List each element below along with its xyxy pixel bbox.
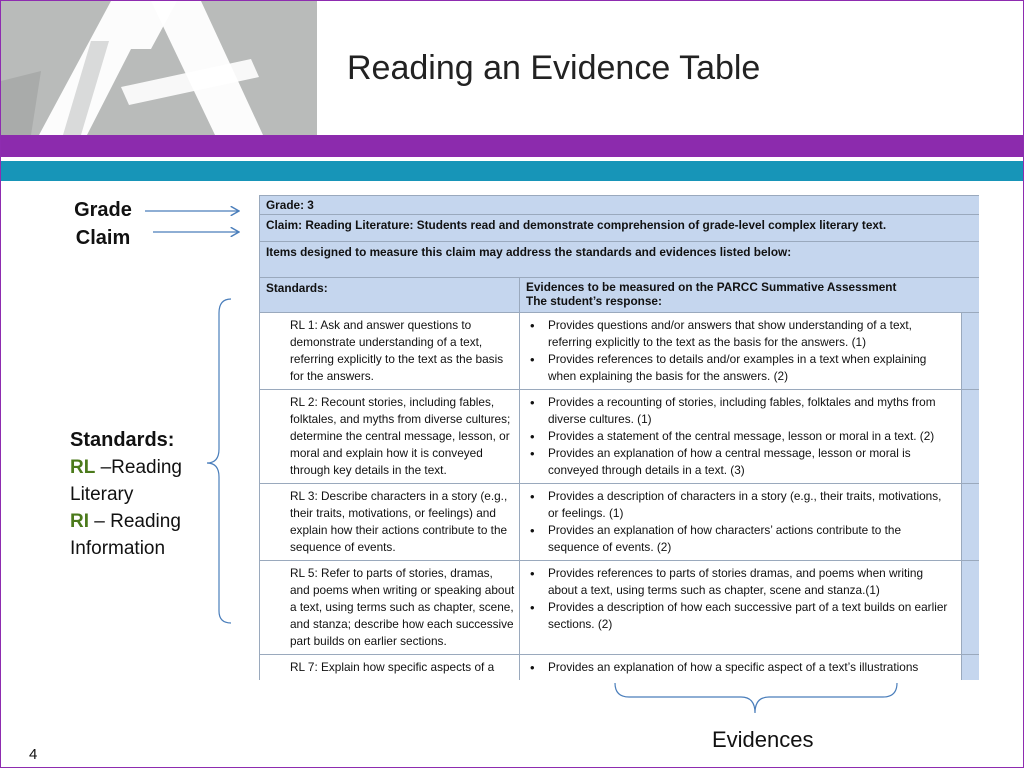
table-row (260, 313, 980, 390)
table-side-column (962, 655, 980, 681)
column-header-evidences-sub: The student’s response: (526, 294, 662, 308)
evidence-item: • Provides references to details and/or examples in a text when explaining when explaining the basis for the answers. (2) (526, 351, 955, 385)
evidence-item: • Provides an explanation of how characters’ actions contribute to the sequence of events. (2) (526, 522, 955, 556)
standard-text: Refer to parts of stories, dramas, and poems when writing or speaking about a text, using terms such as chapter, scene, and stanza; describe how each successive part builds on earlier sections. (290, 566, 515, 648)
evidence-item: • Provides a description of how each successive part of a text builds on earlier sections. (2) (526, 599, 955, 633)
standard-cell (260, 313, 520, 390)
ri-line (70, 508, 182, 535)
evidence-item: • Provides questions and/or answers that show understanding of a text, referring explicitly to the text as the basis for the answers. (1) (526, 317, 955, 351)
evidence-cell (520, 390, 962, 484)
evidence-cell (520, 484, 962, 561)
evidence-table (259, 195, 979, 680)
table-row (260, 655, 980, 681)
evidence-item: • Provides references to parts of stories dramas, and poems when writing about a text, using terms such as chapter, scene and stanza.(1) (526, 565, 955, 599)
rl-code: RL (70, 457, 96, 478)
evidence-item: • Provides an explanation of how a specific aspect of a text’s illustrations (526, 659, 955, 676)
table-side-column (962, 390, 980, 484)
evidence-table-image (259, 195, 979, 680)
standard-code: RL 1 (290, 318, 315, 332)
table-side-column (962, 484, 980, 561)
standard-cell (260, 561, 520, 655)
standard-cell (260, 390, 520, 484)
standard-code: RL 3 (290, 489, 315, 503)
standards-brace (207, 299, 231, 623)
evidence-item: • Provides an explanation of how a central message, lesson or moral is conveyed through details in a text. (3) (526, 445, 955, 479)
evidence-item: • Provides a statement of the central message, lesson or moral in a text. (2) (526, 428, 955, 445)
table-grade: Grade: 3 (260, 196, 980, 215)
standard-text: : Recount stories, including fables, folktales, and myths from diverse cultures; determine the central message, lesson, or moral and explain how it is conveyed through key details in the text. (290, 395, 511, 477)
evidence-cell (520, 313, 962, 390)
standards-heading: Standards: (70, 429, 175, 451)
standard-text: : Ask and answer questions to demonstrate understanding of a text, referring explicitly to the text as the basis for the answers. (290, 318, 504, 383)
table-side-column (962, 561, 980, 655)
evidence-cell (520, 561, 962, 655)
standards-note (70, 427, 182, 562)
column-header-evidences-title: Evidences to be measured on the PARCC Summative Assessment (526, 280, 897, 294)
table-body (260, 313, 980, 681)
ri-desc-2: Information (70, 538, 166, 559)
standard-text: : Describe characters in a story (e.g., their traits, motivations, or feelings) and explain how their actions contribute to the sequence of events. (290, 489, 508, 554)
page-number: 4 (29, 746, 38, 763)
standard-code: RL 2 (290, 395, 315, 409)
table-items-note: Items designed to measure this claim may address the standards and evidences listed below: (260, 242, 980, 278)
rl-desc-2: Literary (70, 484, 134, 505)
table-row (260, 484, 980, 561)
standard-cell (260, 484, 520, 561)
column-header-evidences (520, 278, 980, 313)
evidence-cell (520, 655, 962, 681)
table-claim: Claim: Reading Literature: Students read and demonstrate comprehension of grade-level complex literary text. (260, 215, 980, 242)
column-header-standards: Standards: (260, 278, 520, 313)
standard-text: : Explain how specific aspects of a (314, 660, 495, 674)
standard-cell (260, 655, 520, 681)
standard-code: RL 7 (290, 660, 315, 674)
ri-desc: – Reading (89, 511, 181, 532)
grade-label: Grade (74, 199, 132, 221)
rl-desc: –Reading (95, 457, 182, 478)
evidences-brace (615, 683, 897, 713)
standard-code: RL 5: (290, 566, 318, 580)
table-side-column (962, 313, 980, 390)
table-row (260, 561, 980, 655)
slide-title: Reading an Evidence Table (347, 49, 761, 87)
ri-code: RI (70, 511, 89, 532)
evidences-label: Evidences (712, 727, 814, 752)
rl-line (70, 454, 182, 481)
evidence-item: • Provides a description of characters in a story (e.g., their traits, motivations, or feelings. (1) (526, 488, 955, 522)
evidence-item: • Provides a recounting of stories, including fables, folktales and myths from diverse cultures. (1) (526, 394, 955, 428)
table-row (260, 390, 980, 484)
claim-label: Claim (75, 227, 131, 249)
